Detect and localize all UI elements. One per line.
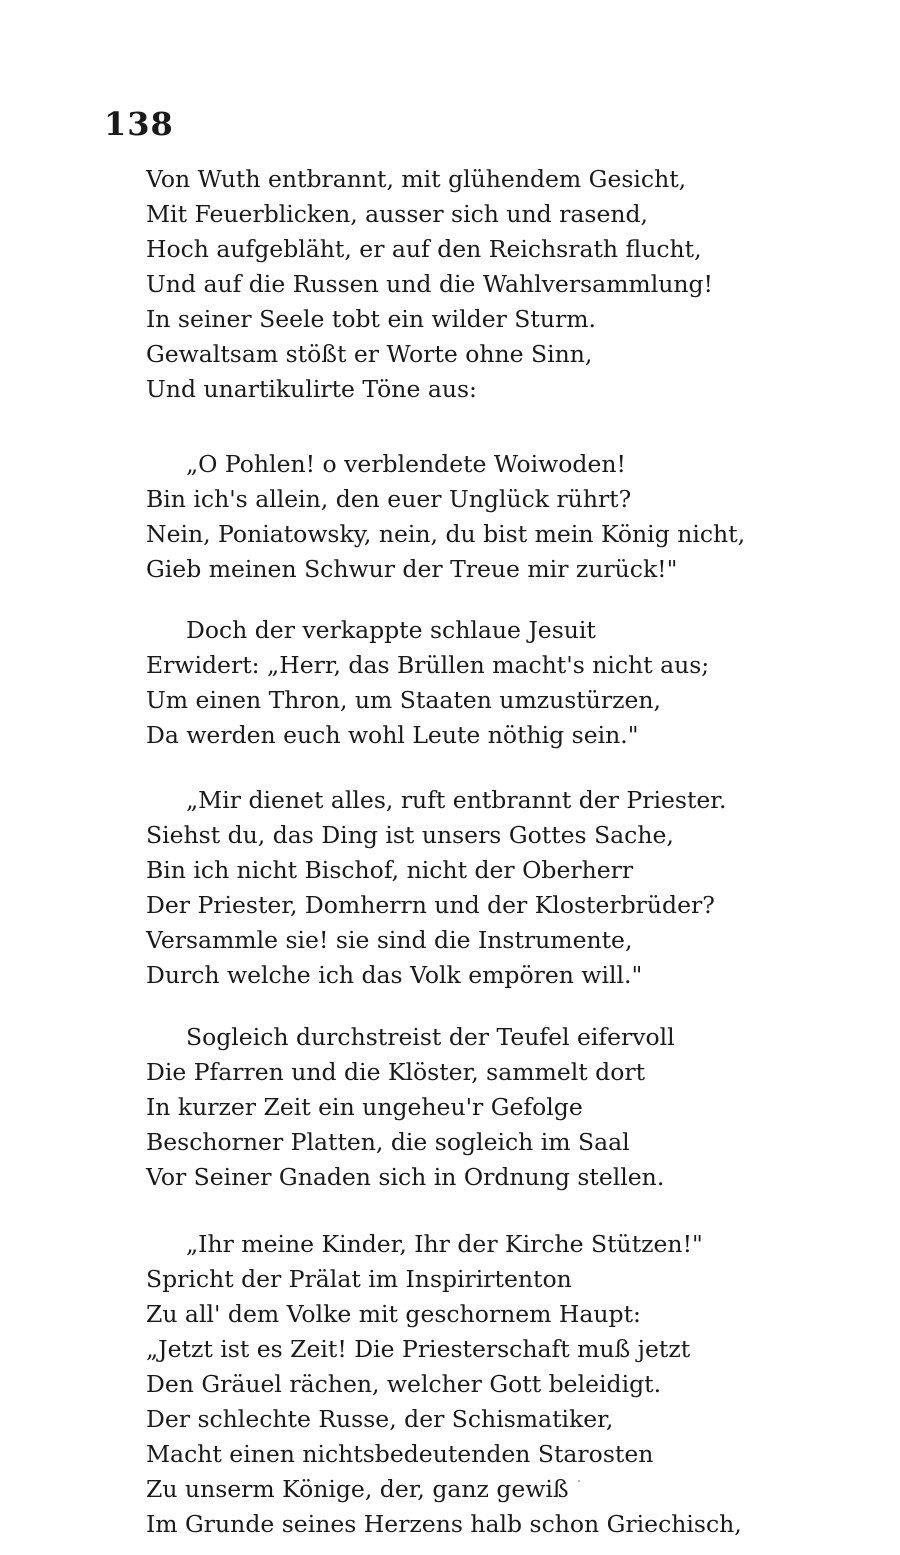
poem-line: Die Pfarren und die Klöster, sammelt dort	[146, 1058, 646, 1086]
stanza-break	[146, 753, 866, 783]
poem-line: „O Pohlen! o verblendete Woiwoden!	[186, 450, 626, 478]
stanza-3	[146, 613, 866, 753]
poem-line: Hoch aufgebläht, er auf den Reichsrath flucht,	[146, 235, 702, 263]
stanza-6	[146, 1227, 866, 1542]
stanza-break	[146, 407, 866, 447]
poem-line: Mit Feuerblicken, ausser sich und rasend,	[146, 200, 649, 228]
poem-line: Zu unserm Könige, der, ganz gewiß	[146, 1475, 569, 1503]
poem-line: Doch der verkappte schlaue Jesuit	[186, 616, 596, 644]
poem-line: Spricht der Prälat im Inspirirtenton	[146, 1265, 572, 1293]
poem-line: Gewaltsam stößt er Worte ohne Sinn,	[146, 340, 593, 368]
poem-line: Und unartikulirte Töne aus:	[146, 375, 477, 403]
poem-line: „Jetzt ist es Zeit! Die Priesterschaft muß jetzt	[146, 1335, 691, 1363]
poem-line: Bin ich nicht Bischof, nicht der Oberherr	[146, 856, 634, 884]
stanza-break	[146, 993, 866, 1020]
stanza-1	[146, 162, 866, 407]
poem-line: Im Grunde seines Herzens halb schon Griechisch,	[146, 1510, 742, 1538]
poem-line: In kurzer Zeit ein ungeheu'r Gefolge	[146, 1093, 583, 1121]
poem-line: Nein, Poniatowsky, nein, du bist mein König nicht,	[146, 520, 746, 548]
poem-line: Den Gräuel rächen, welcher Gott beleidigt.	[146, 1370, 662, 1398]
poem-line: Und auf die Russen und die Wahlversammlung!	[146, 270, 713, 298]
poem-line: Erwidert: „Herr, das Brüllen macht's nicht aus;	[146, 651, 710, 679]
stanza-break	[146, 587, 866, 613]
poem-line: Sogleich durchstreist der Teufel eifervoll	[186, 1023, 675, 1051]
page-number: 138	[104, 105, 174, 143]
stanza-4	[146, 783, 866, 993]
poem-line: Zu all' dem Volke mit geschornem Haupt:	[146, 1300, 641, 1328]
poem-line: Durch welche ich das Volk empören will."	[146, 961, 643, 989]
stanza-2	[146, 447, 866, 587]
stanza-break	[146, 1195, 866, 1227]
poem-line: Beschorner Platten, die sogleich im Saal	[146, 1128, 630, 1156]
poem-line: Von Wuth entbrannt, mit glühendem Gesicht,	[146, 165, 687, 193]
poem-line: Macht einen nichtsbedeutenden Starosten	[146, 1440, 654, 1468]
poem-line: Der Priester, Domherrn und der Klosterbrüder?	[146, 891, 715, 919]
poem-line: „Ihr meine Kinder, Ihr der Kirche Stützen!"	[186, 1230, 703, 1258]
poem-line: Bin ich's allein, den euer Unglück rührt?	[146, 485, 632, 513]
poem-line: In seiner Seele tobt ein wilder Sturm.	[146, 305, 596, 333]
poem-line: Da werden euch wohl Leute nöthig sein."	[146, 721, 639, 749]
poem-line: Um einen Thron, um Staaten umzustürzen,	[146, 686, 662, 714]
poem-line: Der schlechte Russe, der Schismatiker,	[146, 1405, 614, 1433]
poem-line: Gieb meinen Schwur der Treue mir zurück!"	[146, 555, 678, 583]
paper-speck	[578, 1480, 580, 1482]
poem-line: „Mir dienet alles, ruft entbrannt der Priester.	[186, 786, 727, 814]
poem-line: Vor Seiner Gnaden sich in Ordnung stellen.	[146, 1163, 665, 1191]
poem-line: Siehst du, das Ding ist unsers Gottes Sache,	[146, 821, 674, 849]
stanza-5	[146, 1020, 866, 1195]
poem-text	[146, 162, 866, 1542]
poem-line: Versammle sie! sie sind die Instrumente,	[146, 926, 633, 954]
